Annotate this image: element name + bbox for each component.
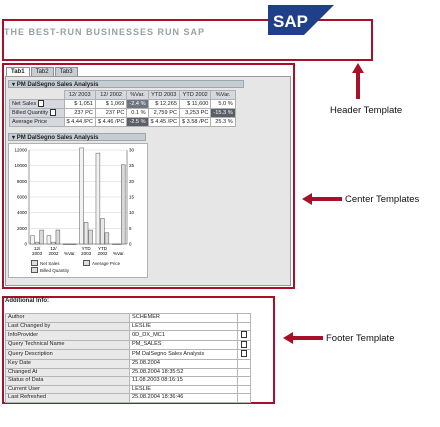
y-tick-label-left: 4000 [16,210,27,216]
document-icon[interactable] [50,109,56,116]
y-tick-label-right: 25 [129,163,135,169]
table-cell: 2,759 PC [148,109,179,118]
y-tick-label-left: 6000 [16,194,27,200]
table-row [6,340,251,350]
x-tick-label: 2003 [81,251,92,256]
info-key: Changed At [6,368,130,377]
bar [56,230,60,244]
info-action-cell [238,368,251,377]
y-tick-label-left: 12000 [14,147,27,153]
legend-item [31,267,69,273]
document-icon[interactable] [38,100,44,107]
table-cell: $ 4.46 /PC [95,118,126,127]
table-row [6,368,251,377]
column-header: 12/ 2003 [64,91,95,100]
document-icon[interactable] [241,341,247,348]
legend-item [83,260,120,266]
header-template-label: Header Template [330,105,403,116]
y-tick-label-left: 8000 [16,178,27,184]
info-value: PM DalSegno Sales Analysis [130,350,238,360]
info-key: Last Changed by [6,322,130,331]
document-icon[interactable] [241,350,247,357]
info-value: PM_SALES [130,340,238,350]
info-value: 25.08.2004 [130,359,238,368]
table-cell: -2.4 % [127,100,148,109]
document-icon[interactable] [241,331,247,338]
x-tick-label: YTD [98,246,107,251]
table-row [6,377,251,386]
chart-area [8,143,148,278]
info-key: Query Technical Name [6,340,130,350]
center-arrow-icon [302,193,342,205]
y-tick-label-right: 15 [129,194,135,200]
table-row [6,350,251,360]
legend-label: Average Price [92,260,121,266]
info-value: LESLIE [130,385,238,394]
table-row [10,100,236,109]
info-action-cell [238,385,251,394]
info-value: 25.08.2004 18:36:46 [130,394,238,403]
bar [89,230,93,244]
sap-logo [268,5,334,35]
table-cell: -2.5 % [127,118,148,127]
row-header[interactable]: Average Price [10,118,65,127]
info-action-cell [238,394,251,403]
info-key: InfoProvider [6,331,130,341]
y-tick-label-right: 0 [129,241,132,247]
info-value: 0D_DX_MC1 [130,331,238,341]
bar [100,219,104,244]
info-key: Last Refreshed [6,394,130,403]
bar [117,244,121,245]
sap-tagline: THE BEST-RUN BUSINESSES RUN SAP [4,27,206,37]
bar [80,148,84,244]
footer-arrow-icon [283,332,323,344]
center-templates-label: Center Templates [345,194,420,205]
y-tick-label-right: 5 [129,225,132,231]
column-header: 12/ 2002 [95,91,126,100]
bar [47,236,51,244]
y-tick-label-left: 2000 [16,225,27,231]
y-tick-label-left: 0 [24,241,27,247]
collapse-icon[interactable]: ▾ [12,82,17,88]
table-cell: 237 PC [64,109,95,118]
info-action-cell[interactable] [238,350,251,360]
kpi-table [9,90,236,127]
info-action-cell [238,359,251,368]
y-tick-label-right: 20 [129,178,135,184]
x-tick-label: %Var. [112,251,125,256]
info-value: 25.08.2004 18:35:52 [130,368,238,377]
info-key: Current User [6,385,130,394]
column-header: %Var. [127,91,148,100]
info-value: SCHEMER [130,314,238,323]
info-action-cell [238,314,251,323]
x-tick-label: 2002 [48,251,59,256]
bar [51,242,55,244]
table-panel-header[interactable] [8,80,244,88]
x-tick-label: 12/ [34,246,41,251]
info-action-cell [238,377,251,386]
x-tick-label: 12/ [50,246,57,251]
chart-panel-title: PM DalSegno Sales Analysis [16,135,99,141]
bar [63,244,67,245]
table-corner [10,91,65,100]
table-cell: 5.0 % [211,100,235,109]
legend-label: Billed Quantity [40,267,70,273]
legend-swatch [31,267,38,273]
table-cell: $ 12,265 [148,100,179,109]
sales-chart [9,144,147,277]
table-row [6,394,251,403]
info-action-cell[interactable] [238,331,251,341]
bar [96,153,100,244]
table-row [6,359,251,368]
legend-swatch [31,260,38,266]
table-cell: 25.3 % [211,118,235,127]
table-header-row [10,91,236,100]
table-cell: $ 11,600 [179,100,210,109]
legend-swatch [83,260,90,266]
table-cell: 237 PC [95,109,126,118]
x-tick-label: 2003 [32,251,43,256]
info-key: Status of Data [6,377,130,386]
bar [31,236,35,244]
tab-2[interactable]: Tab2 [31,67,54,77]
table-cell: 3,253 PC [179,109,210,118]
legend-label: Net Sales [40,260,60,266]
table-cell: $ 4.44 /PC [64,118,95,127]
info-action-cell[interactable] [238,340,251,350]
bar [112,244,116,245]
table-cell: $ 1,051 [64,100,95,109]
table-row [6,322,251,331]
row-header[interactable]: Net Sales [10,100,65,109]
bar [35,242,39,244]
row-header[interactable]: Billed Quantity [10,109,65,118]
table-row [10,109,236,118]
tab-1[interactable]: Tab1 [6,67,30,77]
column-header: YTD 2002 [179,91,210,100]
table-row [10,118,236,127]
info-value: LESLIE [130,322,238,331]
bar [68,244,72,245]
bar [121,165,125,244]
table-row [6,331,251,341]
column-header: YTD 2003 [148,91,179,100]
info-key: Key Date [6,359,130,368]
bar [84,222,88,244]
table-cell: $ 3.58 /PC [179,118,210,127]
info-action-cell [238,322,251,331]
info-key: Author [6,314,130,323]
table-panel-title: PM DalSegno Sales Analysis [16,82,99,88]
collapse-icon[interactable]: ▾ [12,135,17,141]
chart-panel-header[interactable] [8,133,146,141]
sap-logo-text: SAP [273,12,308,31]
table-cell: -15.3 % [211,109,235,118]
info-key: Query Description [6,350,130,360]
header-arrow-icon [352,63,364,99]
table-cell: $ 1,069 [95,100,126,109]
bar [105,233,109,244]
footer-template-label: Footer Template [326,333,395,344]
x-tick-label: 2002 [97,251,108,256]
bar [72,244,76,245]
column-header: %Var. [211,91,235,100]
y-tick-label-right: 10 [129,210,135,216]
table-row [6,385,251,394]
tab-3[interactable]: Tab3 [55,67,78,77]
y-tick-label-left: 10000 [14,163,27,169]
table-cell: $ 4.45 /PC [148,118,179,127]
table-cell: 0.1 % [127,109,148,118]
info-value: 11.08.2003 08:16:15 [130,377,238,386]
x-tick-label: YTD [81,246,91,251]
y-tick-label-right: 30 [129,147,135,153]
additional-info-table [5,313,251,403]
table-row [6,314,251,323]
x-tick-label: %Var. [63,251,76,256]
bar [40,230,44,244]
legend-item [31,260,60,266]
additional-info-title: Additional Info: [5,298,49,304]
